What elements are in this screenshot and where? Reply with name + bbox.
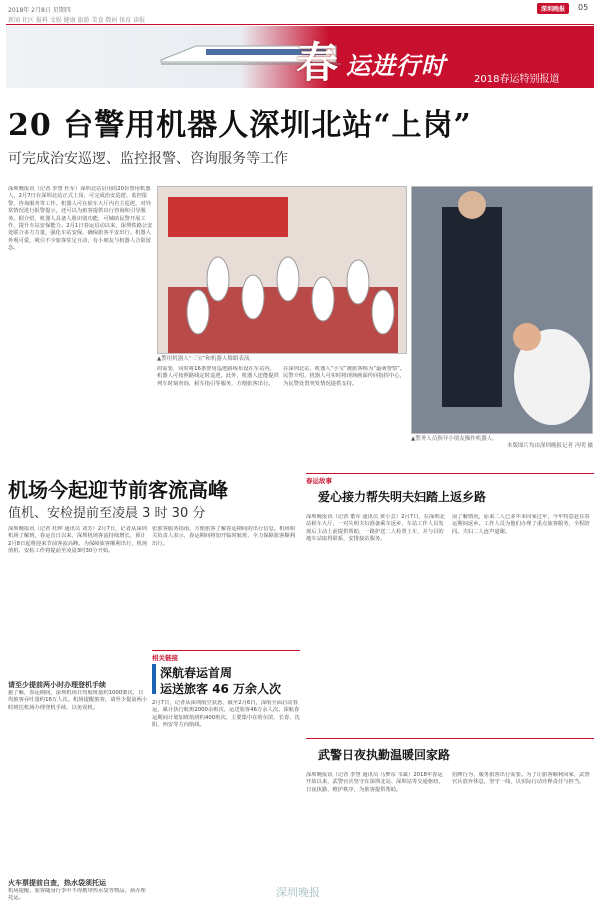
story2-body-col1c: 机场提醒，旅客随身行李中不得携带热水袋等物品，须办理托运。 [8, 888, 146, 902]
robot-formation-image [158, 187, 407, 354]
story1-body-col1: 深圳晚报讯（记者 李慧 杜军）深圳北站启用的20台警用机器人，2月7日在深圳北站正式上岗，可完成治安巡逻、监控报警、咨询服务等工作。机器人可在候车大厅内自主巡逻，对异常情况进行报警提示，还可以为旅客提供出行咨询和引导服务。据介绍，机器人具备人脸识别功能，可辅助民警开展工作，提升车站安保能力。2月1日春运启动以来，深圳铁路公安处联合多方力量，强化车站安保，确保旅客平安出行。机器人外观可爱，吸引不少旅客驻足互动，有小朋友与机器人合影留念。 [8, 186, 153, 252]
story4-headline: 爱心接力帮失明夫妇踏上返乡路 [318, 490, 487, 504]
newspaper-logo: 深圳晚报 [537, 3, 569, 14]
chunyun-banner [6, 26, 594, 88]
police-photo-caption: ▲警务人员指导小朋友操作机器人。 [411, 436, 498, 442]
story1-body-col2b: 在深圳北站，机器人“小宝”被旅客称为“最萌警察”。民警介绍，机器人可实时将现场画面传回指挥中心，为民警处置突发情况提供支持。 [283, 366, 406, 387]
story4-body-col2: 前了解情况，原来二人已多年未回家过年，今年特意赶在春运期间返乡。工作人员为他们办理了重点旅客服务，全程陪同。夫妇二人连声道谢。 [452, 514, 590, 535]
story3-body: 2月7日，记者从深圳航空获悉，截至2月6日，深航全面启动春运，累计执行航班2000余班次，运送旅客46万余人次。深航春运期间计划加班航班约400班次，主要集中在哈尔滨、长春、沈阳、西安等方向航线。 [152, 700, 300, 729]
story2-headline: 机场今起迎节前客流高峰 [8, 478, 228, 502]
story1-body-col2a: 的需要，同时将16条警用巡逻路线布设在车站内，机器人可按照路线定时巡逻。此外，机器人还能提供列车时刻查询、候车指引等服务，方便旅客出行。 [157, 366, 279, 387]
page-number: 05 [578, 3, 589, 12]
banner-slogan: 运进行时 [346, 52, 446, 80]
header-rule [6, 24, 594, 25]
story2-body-col2: 张旅客服务指南，方便旅客了解春运期间的出行信息。机场相关负责人表示，春运期间将加开临时航班，全力保障旅客顺利出行。 [152, 526, 296, 547]
robots-photo-caption: ▲警用机器人“三宝”和机器人舞蹈表演。 [157, 356, 255, 362]
blue-accent-bar [152, 664, 156, 694]
story3-headline: 深航春运首周 [160, 666, 233, 680]
story5-divider [306, 738, 594, 739]
story5-body-col1: 深圳晚报讯（记者 李慧 通讯员 马梦东 韦斌）2018年春运开始以来，武警官兵坚守在深圳北站、深圳站等交通枢纽，日夜执勤，维护秩序，为旅客提供帮助。 [306, 772, 444, 793]
spring-story-label: 春运故事 [306, 473, 594, 485]
watermark: 深圳晚报 [276, 886, 320, 899]
robots-photo [157, 186, 407, 354]
story1-headline: 20 台警用机器人深圳北站“上岗” [8, 108, 472, 143]
issue-date: 2018年 2月8日 星期四 [8, 7, 71, 14]
story2-subhead: 值机、安检提前至凌晨 3 时 30 分 [8, 506, 206, 521]
story1-subhead: 可完成治安巡逻、监控报警、咨询服务等工作 [8, 151, 288, 167]
story2-body-col1: 深圳晚报讯（记者 杜晔 通讯员 刘芳）2月7日，记者从深圳机场了解到，春运首日以来，深圳机场客流持续增长，预计2月8日起将迎来节前客流高峰。为保障旅客顺利出行，机场值机、安检工作将提前至凌晨3时30分开始。 [8, 526, 148, 555]
chun-character-art: 春 [296, 38, 339, 87]
story5-body-col2: 招牌行为，服务旅客出行需要。为了让旅客顺利回家，武警官兵放弃休息，坚守一线，以实际行动诠释责任与担当。 [452, 772, 590, 786]
related-link-label: 相关链接 [152, 650, 300, 662]
story2-subsection2: 火车票提前自查，热水袋须托运 [8, 879, 106, 887]
police-robot-photo [411, 186, 593, 434]
section-nav[interactable]: 新闻 社区 报料 文娱 健康 旅游 美食 数码 体育 读报 [8, 17, 146, 24]
story2-body-col1b: 据了解，春运期间，深圳机场日均航班量约1000架次，日均旅客吞吐量约16万人次。机场提醒旅客，请至少提前两小时到达机场办理登机手续，以免误机。 [8, 690, 148, 711]
story5-headline: 武警日夜执勤温暖回家路 [318, 748, 451, 762]
photo-credit: 本版图片均由深圳晚报记者 冯明 摄 [507, 443, 593, 449]
story4-body-col1: 深圳晚报讯（记者 董军 通讯员 黄小芸）2月7日，在深圳北站候车大厅，一对失明夫妇准备乘车返乡，车站工作人员发现后主动上前提供帮助，一路护送二人检票上车，并与目的地车站取得联系，安排接站服务。 [306, 514, 445, 543]
story2-subsection1: 请至少提前两小时办理登机手续 [8, 681, 106, 689]
police-with-child-image [412, 187, 593, 434]
story3-headline2: 运送旅客 46 万余人次 [160, 682, 282, 696]
banner-tag: 2018春运特别报道 [474, 74, 560, 85]
